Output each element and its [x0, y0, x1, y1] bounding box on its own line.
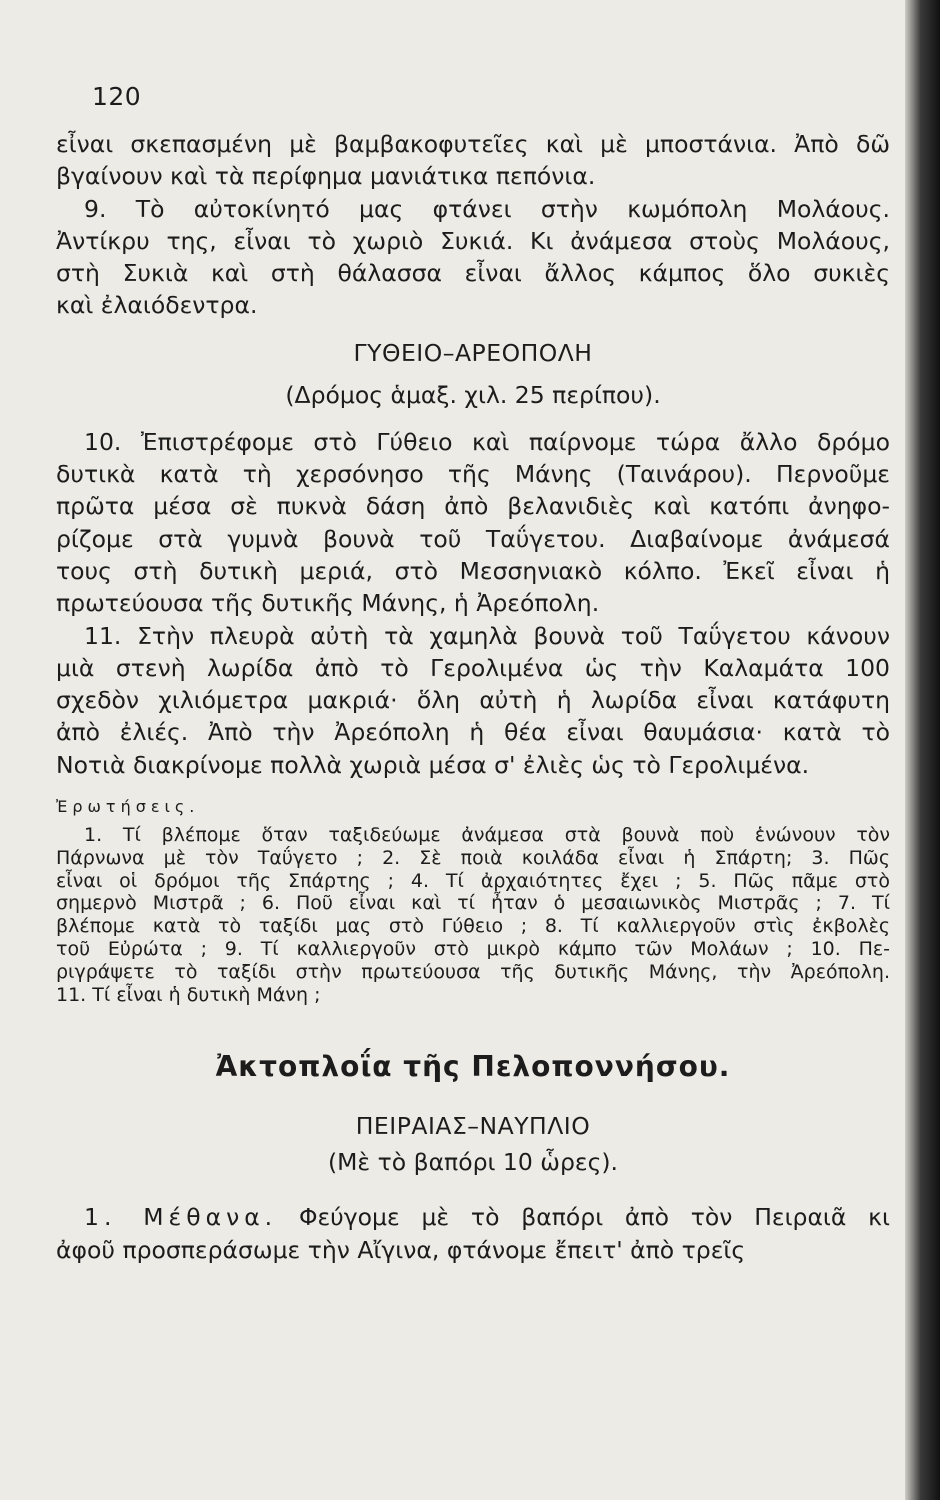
text-line: Νοτιὰ διακρίνομε πολλὰ χωριὰ μέσα σ' ἐλιὲς ὡς τὸ Γερολιμένα.: [56, 750, 810, 779]
paragraph-11: [56, 620, 890, 781]
route-heading: ΓΥΘΕΙΟ–ΑΡΕΟΠΟΛΗ: [353, 338, 593, 367]
text-span: Φεύγομε μὲ τὸ βαπόρι ἀπὸ τὸν Πειραιᾶ κι: [298, 1203, 890, 1232]
question-line: Πάρνωνα μὲ τὸν Ταΰγετο ; 2. Σὲ ποιὰ κοιλάδα εἶναι ἡ Σπάρτη; 3. Πῶς: [56, 846, 890, 869]
paragraph-label: 1. Μέθανα.: [84, 1203, 278, 1232]
text-line: Ἀντίκρυ της, εἶναι τὸ χωριὸ Συκιά. Κι ἀνάμεσα στοὺς Μολάους,: [56, 226, 890, 255]
text-line: μιὰ στενὴ λωρίδα ἀπὸ τὸ Γερολιμένα ὡς τὴν Καλαμάτα 100: [56, 653, 890, 682]
text-line: [56, 1201, 890, 1233]
book-spine-shadow: [905, 0, 940, 1500]
text-line: δυτικὰ κατὰ τὴ χερσόνησο τῆς Μάνης (Ταινάρου). Περνοῦμε: [56, 460, 890, 489]
text-line: πρῶτα μέσα σὲ πυκνὰ δάση ἀπὸ βελανιδιὲς καὶ κατόπι ἀνηφο-: [56, 492, 890, 521]
text-line: 10. Ἐπιστρέφομε στὸ Γύθειο καὶ παίρνομε τώρα ἄλλο δρόμο: [84, 427, 890, 456]
text-line: εἶναι σκεπασμένη μὲ βαμβακοφυτεῖες καὶ μὲ μποστάνια. Ἀπὸ δῶ: [56, 130, 890, 158]
question-line: ριγράψετε τὸ ταξίδι στὴν πρωτεύουσα τῆς δυτικῆς Μάνης, τὴν Ἀρεόπολη.: [56, 960, 890, 983]
text-line: ἀφοῦ προσπεράσωμε τὴν Αἴγινα, φτάνομε ἔπειτ' ἀπὸ τρεῖς: [56, 1235, 746, 1264]
question-line: 1. Τί βλέπομε ὅταν ταξιδεύωμε ἀνάμεσα στὰ βουνὰ ποὺ ἑνώνουν τὸν: [84, 824, 890, 847]
text-line: σχεδὸν χιλιόμετρα μακριά· ὅλη αὐτὴ ἡ λωρίδα εἶναι κατάφυτη: [56, 686, 890, 715]
text-line: ἀπὸ ἐλιές. Ἀπὸ τὴν Ἀρεόπολη ἡ θέα εἶναι θαυμάσια· κατὰ τὸ: [56, 718, 890, 747]
text-line: 11. Στὴν πλευρὰ αὐτὴ τὰ χαμηλὰ βουνὰ τοῦ Ταΰγετου κάνουν: [84, 621, 890, 650]
page-number: 120: [92, 82, 142, 111]
text-line: στὴ Συκιὰ καὶ στὴ θάλασσα εἶναι ἄλλος κάμπος ὅλο συκιὲς: [56, 259, 890, 288]
text-line: πρωτεύουσα τῆς δυτικῆς Μάνης, ἡ Ἀρεόπολη.: [56, 589, 600, 618]
question-line: βλέπομε κατὰ τὸ ταξίδι μας στὸ Γύθειο ; 8. Τί καλλιεργοῦν στὶς ἐκβολὲς: [56, 915, 890, 938]
text-line: 9. Τὸ αὐτοκίνητό μας φτάνει στὴν κωμόπολη Μολάους.: [84, 194, 890, 223]
intro-paragraph: [56, 128, 890, 193]
text-line: ρίζομε στὰ γυμνὰ βουνὰ τοῦ Ταΰγετου. Διαβαίνομε ἀνάμεσά: [56, 524, 890, 553]
text-line: τους στὴ δυτικὴ μεριά, στὸ Μεσσηνιακὸ κόλπο. Ἐκεῖ εἶναι ἡ: [56, 556, 890, 585]
question-line: 11. Τί εἶναι ἡ δυτικὴ Μάνη ;: [56, 983, 321, 1006]
question-line: εἶναι οἱ δρόμοι τῆς Σπάρτης ; 4. Τί ἀρχαιότητες ἔχει ; 5. Πῶς πᾶμε στὸ: [56, 869, 890, 892]
text-line: βγαίνουν καὶ τὰ περίφημα μανιάτικα πεπόνια.: [56, 162, 596, 191]
questions-label: Ἐρωτήσεις.: [56, 797, 200, 817]
route2-subheading: (Μὲ τὸ βαπόρι 10 ὧρες).: [327, 1148, 619, 1177]
paragraph-1: [56, 1201, 890, 1266]
text-line: καὶ ἐλαιόδεντρα.: [56, 291, 258, 320]
paragraph-10: [56, 426, 890, 620]
route-subheading: (Δρόμος ἁμαξ. χιλ. 25 περίπου).: [285, 380, 661, 409]
question-line: τοῦ Εὐρώτα ; 9. Τί καλλιεργοῦν στὸ μικρὸ κάμπο τῶν Μολάων ; 10. Πε-: [56, 938, 890, 961]
page-content: [56, 128, 890, 1266]
paragraph-9: [56, 193, 890, 322]
questions-block: [56, 824, 890, 1006]
question-line: σημερνὸ Μιστρᾶ ; 6. Ποῦ εἶναι καὶ τί ἦταν ὁ μεσαιωνικὸς Μιστρᾶς ; 7. Τί: [56, 892, 890, 915]
route2-heading: ΠΕΙΡΑΙΑΣ–ΝΑΥΠΛΙΟ: [355, 1112, 591, 1141]
section-title: Ἀκτοπλοΐα τῆς Πελοποννήσου.: [215, 1050, 731, 1084]
